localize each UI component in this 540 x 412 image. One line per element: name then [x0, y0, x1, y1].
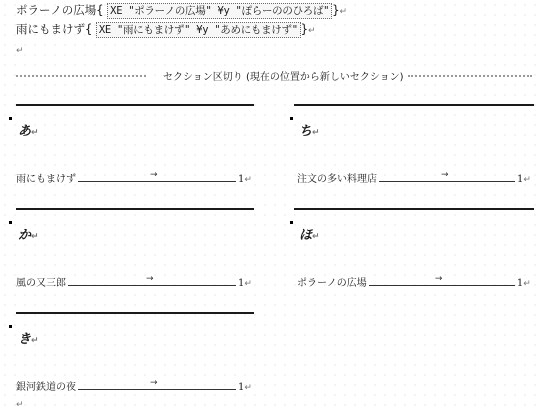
heading-rule	[16, 104, 254, 106]
paragraph-mark: ↵	[244, 175, 252, 185]
index-heading-letter: ち	[299, 124, 313, 139]
heading-rule	[16, 312, 254, 314]
paragraph-mark: ↵	[307, 26, 316, 36]
index-heading-letter: き	[18, 332, 32, 347]
paragraph-line-1[interactable]	[16, 3, 347, 19]
index-heading[interactable]	[18, 328, 39, 347]
heading-rule	[294, 104, 534, 106]
index-heading[interactable]	[299, 120, 320, 139]
field-brace-open: {	[96, 3, 104, 17]
index-entry[interactable]	[297, 274, 531, 289]
index-heading[interactable]	[299, 224, 320, 243]
paragraph-bullet	[290, 117, 293, 120]
index-entry-text: 銀河鉄道の夜	[16, 382, 76, 393]
index-entry[interactable]	[16, 274, 252, 289]
paragraph-bullet	[9, 325, 12, 328]
section-break-dots-left	[16, 75, 146, 77]
xe-field-code[interactable]: XE "ポラーノの広場" ¥y "ぽらーののひろば"	[107, 3, 332, 19]
index-entry-text: 雨にもまけず	[16, 174, 76, 185]
tab-arrow-icon: →	[150, 378, 158, 388]
xe-field-code[interactable]: XE "雨にもまけず" ¥y "あめにもまけず"	[96, 22, 301, 38]
index-page-number: 1	[517, 174, 524, 185]
paragraph-mark: ↵	[31, 128, 39, 138]
index-heading[interactable]	[18, 224, 39, 243]
tab-leader	[78, 172, 236, 182]
heading-rule	[294, 208, 534, 210]
paragraph-mark: ↵	[312, 128, 320, 138]
paragraph-mark: ↵	[31, 232, 39, 242]
body-text: ポラーノの広場	[16, 3, 97, 17]
paragraph-mark: ↵	[16, 46, 24, 56]
paragraph-mark: ↵	[339, 7, 347, 17]
paragraph-mark: ↵	[16, 400, 24, 410]
body-text: 雨にもまけず	[16, 22, 85, 36]
tab-arrow-icon: →	[441, 170, 449, 180]
tab-arrow-icon: →	[434, 274, 443, 284]
empty-paragraph[interactable]	[16, 396, 24, 412]
field-brace-close: }	[300, 22, 308, 36]
index-page-number: 1	[516, 278, 524, 289]
tab-arrow-icon: →	[146, 274, 154, 284]
section-break-dots-right	[408, 75, 532, 77]
field-brace-close: }	[332, 3, 340, 17]
index-page-number: 1	[238, 174, 245, 185]
tab-leader	[379, 172, 515, 182]
index-heading-letter: ほ	[299, 228, 313, 243]
index-entry-text: 注文の多い料理店	[297, 174, 377, 185]
index-heading-letter: か	[18, 228, 32, 243]
paragraph-bullet	[290, 221, 293, 224]
heading-rule	[16, 208, 254, 210]
paragraph-mark: ↵	[523, 279, 531, 289]
paragraph-mark: ↵	[244, 383, 252, 393]
index-heading[interactable]	[18, 120, 39, 139]
paragraph-mark: ↵	[31, 336, 39, 346]
paragraph-bullet	[9, 221, 12, 224]
tab-leader	[369, 276, 515, 286]
index-entry-text: ポラーノの広場	[297, 278, 367, 289]
paragraph-mark: ↵	[312, 232, 320, 242]
index-entry[interactable]	[16, 378, 252, 393]
index-page-number: 1	[238, 382, 245, 393]
tab-arrow-icon: →	[150, 170, 158, 180]
index-page-number: 1	[238, 278, 245, 289]
paragraph-mark: ↵	[523, 175, 531, 185]
field-brace-open: {	[85, 22, 93, 36]
index-entry-text: 風の又三郎	[16, 278, 66, 289]
index-heading-letter: あ	[18, 124, 32, 139]
section-break[interactable]	[16, 68, 536, 82]
section-break-label: セクション区切り (現在の位置から新しいセクション)	[161, 68, 406, 83]
paragraph-bullet	[9, 117, 12, 120]
empty-paragraph[interactable]	[16, 42, 24, 58]
tab-leader	[78, 380, 236, 390]
index-entry[interactable]	[297, 170, 531, 185]
index-entry[interactable]	[16, 170, 252, 185]
paragraph-mark: ↵	[244, 279, 252, 289]
paragraph-line-2[interactable]	[16, 22, 316, 38]
tab-leader	[68, 276, 236, 286]
